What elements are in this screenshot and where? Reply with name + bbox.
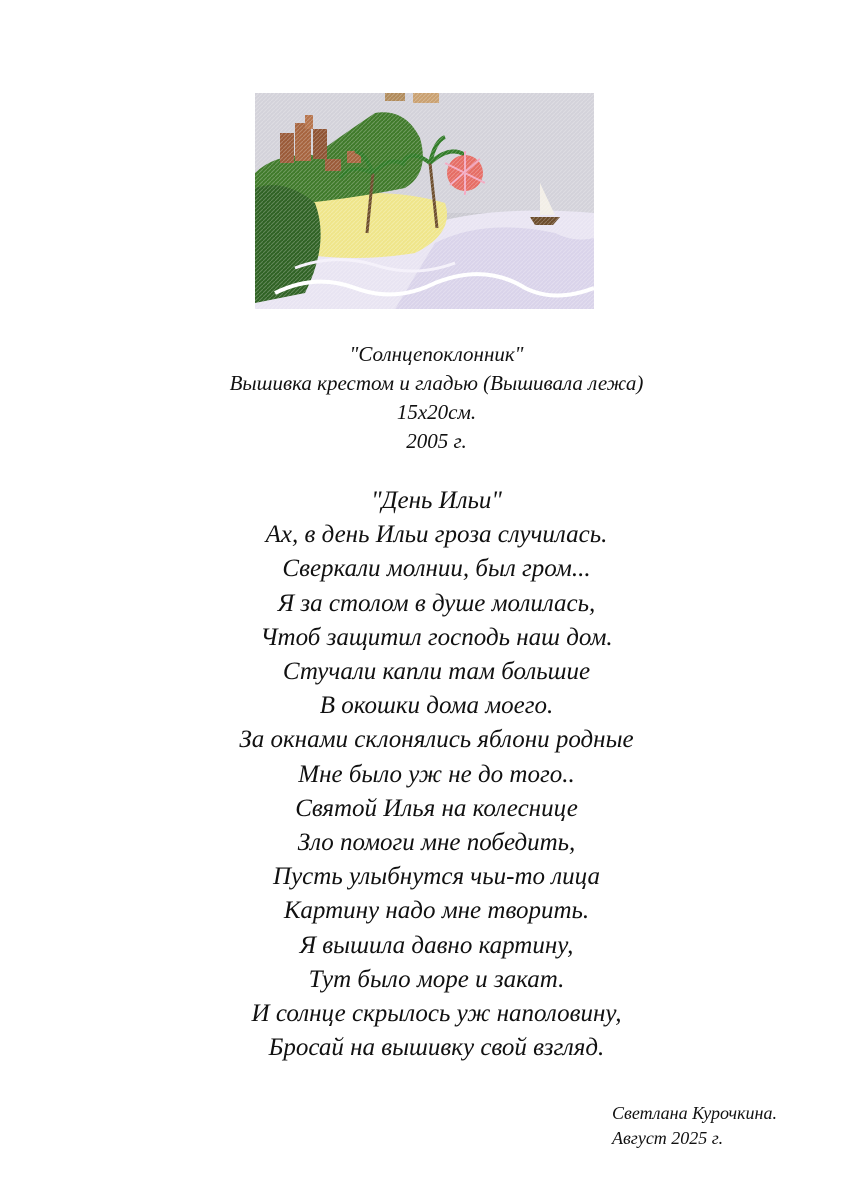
poem — [0, 484, 849, 1065]
poem-line: Картину надо мне творить. — [283, 897, 590, 925]
signature — [612, 1101, 777, 1151]
poem-line: Бросай на вышивку свой взгляд. — [268, 1034, 605, 1062]
poem-line: Мне было уж не до того.. — [298, 760, 575, 788]
poem-line: Чтоб защитил господь наш дом. — [260, 623, 613, 651]
artwork-technique: Вышивка крестом и гладью (Вышивала лежа) — [229, 371, 644, 395]
poem-line: И солнце скрылось уж наполовину, — [251, 1000, 622, 1028]
poem-line: Сверкали молнии, был гром... — [282, 555, 591, 583]
poem-title: "День Ильи" — [371, 487, 502, 514]
artwork-size: 15х20см. — [396, 400, 477, 424]
poem-line: Я вышила давно картину, — [299, 931, 574, 959]
author-name: Светлана Курочкина. — [612, 1103, 777, 1123]
poem-line: Зло помоги мне победить, — [297, 829, 576, 857]
poem-line: Стучали капли там большие — [282, 658, 591, 686]
signature-date: Август 2025 г. — [612, 1128, 724, 1148]
poem-line: Святой Илья на колеснице — [295, 794, 578, 822]
artwork-title: "Солнцепоклонник" — [349, 342, 524, 366]
poem-line: Тут было море и закат. — [308, 965, 565, 993]
poem-line: Пусть улыбнутся чьи-то лица — [273, 863, 600, 891]
poem-line: Я за столом в душе молилась, — [277, 589, 596, 617]
artwork-caption — [0, 340, 849, 456]
poem-line: За окнами склонялись яблони родные — [239, 726, 634, 754]
poem-line: Ах, в день Ильи гроза случилась. — [265, 521, 608, 549]
embroidery-artwork-image — [255, 93, 594, 309]
artwork-year: 2005 г. — [406, 429, 467, 453]
poem-line: В окошки дома моего. — [319, 692, 554, 720]
